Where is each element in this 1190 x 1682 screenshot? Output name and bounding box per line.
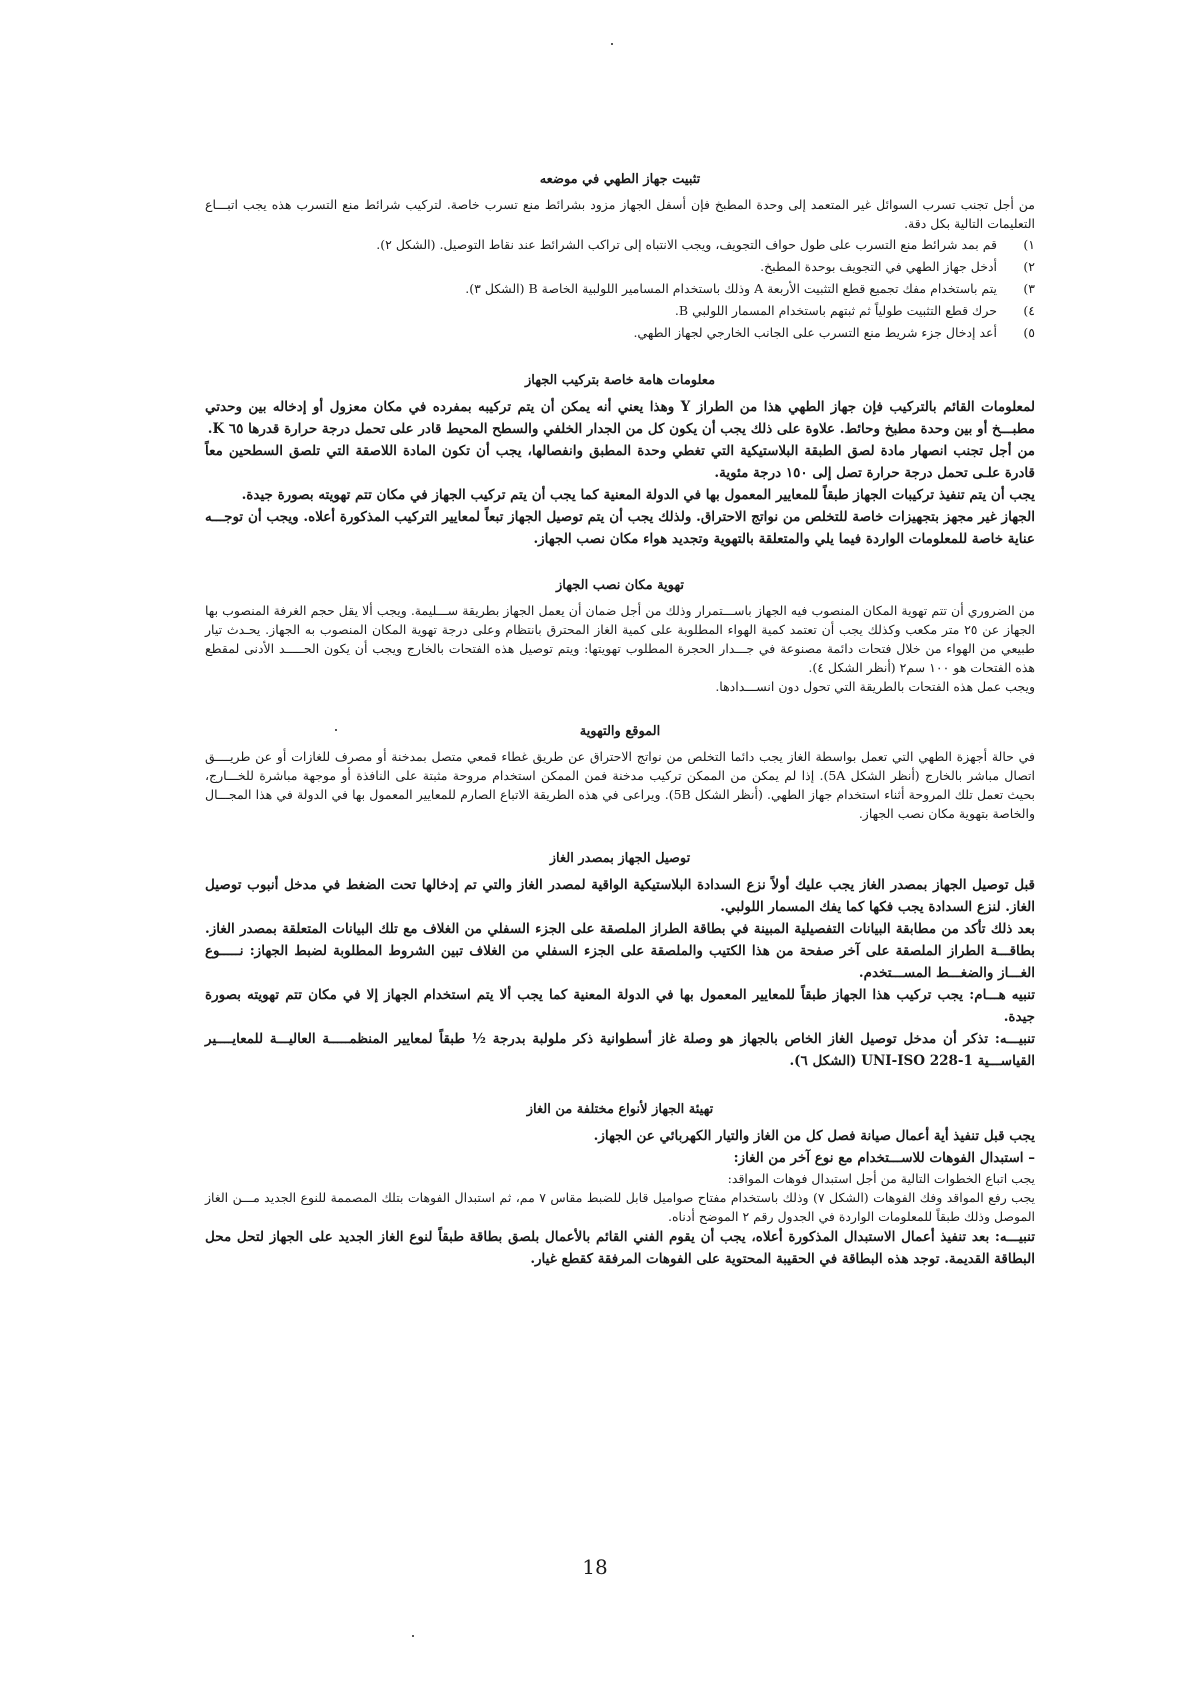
section-title: معلومات هامة خاصة بتركيب الجهاز <box>524 373 716 388</box>
list-item <box>205 301 1035 320</box>
paragraph: قبل توصيل الجهاز بمصدر الغاز يجب عليك أولاً نزع السدادة البلاستيكية الواقية لمصدر الغاز والتي تم إدخالها تحت الضغط في مدخل أنبوب توصيل الغاز. لنزع السدادة يجب فكها كما يفك المسمار اللولبي. <box>205 877 1035 915</box>
paragraph: يجب رفع المواقد وفك الفوهات (الشكل ٧) وذلك باستخدام مفتاح صواميل قابل للضبط مقاس ٧ مم، ثم استبدال الفوهات بتلك المصممة للنوع الجديد مـــن الغاز الموصل وذلك طبقاً للمعلومات الواردة في الجدول رقم ٢ الموضح أدناه. <box>205 1190 1035 1224</box>
steps-list <box>205 235 1035 342</box>
list-item <box>205 235 1035 254</box>
paragraph: ويجب عمل هذه الفتحات بالطريقة التي تحول دون انســـدادها. <box>715 679 1035 694</box>
paragraph: يجب أن يتم تنفيذ تركيبات الجهاز طبقاً للمعايير المعمول بها في الدولة المعنية كما يجب أن يتم تركيب الجهاز في مكان تتم تهويته بصورة جيدة. <box>241 487 1035 503</box>
section-title: تهوية مكان نصب الجهاز <box>556 578 684 593</box>
scan-speck <box>412 1635 414 1637</box>
list-item <box>205 257 1035 276</box>
step-number: ٣) <box>1023 281 1035 296</box>
paragraph: تنبيـــه: تذكر أن مدخل توصيل الغاز الخاص بالجهاز هو وصلة غاز أسطوانية ذكر ملولبة بدرجة ½ طبقاً لمعايير المنظمـــــة العاليـــة للمعايــــير القياســـية UNI-ISO 228-1 (الشكل ٦). <box>205 1031 1035 1069</box>
document-body <box>205 170 1035 1270</box>
step-text: قم بمد شرائط منع التسرب على طول حواف التجويف، ويجب الانتباه إلى تراكب الشرائط عند نقاط التوصيل. (الشكل ٢). <box>376 237 997 252</box>
section-ventilation <box>205 576 1035 696</box>
section-title: الموقع والتهوية <box>579 724 661 739</box>
paragraph: لمعلومات القائم بالتركيب فإن جهاز الطهي هذا من الطراز Y وهذا يعني أنه يمكن أن يتم تركيبه بمفرده في مكان معزول أو إدخاله بين وحدتي مطبـــخ أو بين وحدة مطبخ وحائط. علاوة على ذلك يجب أن يكون كل من الجدار الخلفي والسطح المحيط قادر على تحمل درجة حرارة قدرها ٦٥ K. <box>205 399 1035 437</box>
step-number: ١) <box>1023 237 1035 252</box>
paragraph: من أجل تجنب تسرب السوائل غير المتعمد إلى وحدة المطبخ فإن أسفل الجهاز مزود بشرائط منع تسرب خاصة. لتركيب شرائط منع التسرب هذه يجب اتبـــاع التعليمات التالية بكل دقة. <box>205 197 1035 231</box>
paragraph: يجب اتباع الخطوات التالية من أجل استبدال فوهات المواقد: <box>727 1171 1035 1186</box>
paragraph: من أجل تجنب انصهار مادة لصق الطبقة البلاستيكية التي تغطي وحدة المطبق وانفصالها، يجب أن تكون المادة اللاصقة التي تلصق السطحين معاً قادرة علـى تحمل درجة حرارة تصل إلى ١٥٠ درجة مئوية. <box>205 443 1035 481</box>
step-number: ٥) <box>1023 325 1035 340</box>
list-item <box>205 323 1035 342</box>
step-text: يتم باستخدام مفك تجميع قطع التثبيت الأربعة A وذلك باستخدام المسامير اللولبية الخاصة B (الشكل ٣). <box>465 281 997 296</box>
section-title: توصيل الجهاز بمصدر الغاز <box>549 851 691 866</box>
step-text: حرك قطع التثبيت طولياً ثم ثبتهم باستخدام المسمار اللولبي B. <box>674 303 997 318</box>
section-fix-appliance <box>205 170 1035 342</box>
section-title: تثبيت جهاز الطهي في موضعه <box>539 172 701 187</box>
paragraph: يجب قبل تنفيذ أية أعمال صيانة فصل كل من الغاز والتيار الكهربائي عن الجهاز. <box>593 1128 1035 1144</box>
section-gas-types <box>205 1100 1035 1270</box>
paragraph: تنبيه هـــام: يجب تركيب هذا الجهاز طبقاً للمعايير المعمول بها في الدولة المعنية كما يجب ألا يتم استخدام الجهاز إلا في مكان تتم تهويته بصورة جيدة. <box>205 987 1035 1025</box>
step-text: أعد إدخال جزء شريط منع التسرب على الجانب الخارجي لجهاز الطهي. <box>633 325 997 340</box>
step-number: ٢) <box>1023 259 1035 274</box>
section-gas-connection <box>205 849 1035 1072</box>
section-title: تهيئة الجهاز لأنواع مختلفة من الغاز <box>526 1102 714 1117</box>
step-number: ٤) <box>1023 303 1035 318</box>
paragraph: بعد ذلك تأكد من مطابقة البيانات التفصيلية المبينة في بطاقة الطراز الملصقة على الجزء السفلي من الغلاف مع تلك البيانات المتعلقة بمصدر الغاز. بطاقـــة الطراز الملصقة على آخر صفحة من هذا الكتيب والملصقة على الجزء السفلي من الغلاف تبين الشروط المطلوبة لضبط الجهاز: نـــــوع الغـــاز والضغـــط المســـتخدم. <box>205 921 1035 981</box>
paragraph: – استبدال الفوهات للاســـتخدام مع نوع آخر من الغاز: <box>733 1150 1035 1166</box>
section-location <box>205 722 1035 823</box>
step-text: أدخل جهاز الطهي في التجويف بوحدة المطبخ. <box>760 259 997 274</box>
list-item <box>205 279 1035 298</box>
paragraph: تنبيـــه: بعد تنفيذ أعمال الاستبدال المذكورة أعلاه، يجب أن يقوم الفني القائم بالأعمال بلصق بطاقة طبقاً لنوع الغاز الجديد على الجهاز لتحل محل البطاقة القديمة. توجد هذه البطاقة في الحقيبة المحتوية على الفوهات المرفقة كقطع غيار. <box>205 1229 1035 1267</box>
paragraph: الجهاز غير مجهز بتجهيزات خاصة للتخلص من نواتج الاحتراق. ولذلك يجب أن يتم توصيل الجهاز تبعاً لمعايير التركيب المذكورة أعلاه. ويجب أن توجـــه عناية خاصة للمعلومات الواردة فيما يلي والمتعلقة بالتهوية وتجديد هواء مكان نصب الجهاز. <box>205 509 1035 547</box>
paragraph: من الضروري أن تتم تهوية المكان المنصوب فيه الجهاز باســـتمرار وذلك من أجل ضمان أن يعمل الجهاز بطريقة ســـليمة. ويجب ألا يقل حجم الغرفة المنصوب بها الجهاز عن ٢٥ متر مكعب وكذلك يجب أن تعتمد كمية الهواء المطلوبة على كمية الغاز المحترق بانتظام وعلى درجة تهوية المكان المنصوب به الجهاز. يحـدث تيار طبيعي من الهواء من خلال فتحات دائمة مصنوعة في جـــدار الحجرة المطلوب تهويتها: ويتم توصيل هذه الفتحات بالخارج ويجب أن يكون الحـــــد الأدنى لمقطع هذه الفتحات هو ١٠٠ سم٢ (أنظر الشكل ٤). <box>205 603 1035 675</box>
scan-speck <box>611 43 613 45</box>
paragraph: في حالة أجهزة الطهي التي تعمل بواسطة الغاز يجب دائما التخلص من نواتج الاحتراق عن طريق غطاء قمعي متصل بمدخنة أو مصرف للغازات أو عن طريــــق اتصال مباشر بالخارج (أنظر الشكل 5A). إذا لم يمكن من الممكن تركيب مدخنة فمن الممكن استخدام مروحة مثبتة على النافذة أو موجهة مباشرة للخـــارج، بحيث تعمل تلك المروحة أثناء استخدام جهاز الطهي. (أنظر الشكل 5B). ويراعى في هذه الطريقة الاتباع الصارم للمعايير المعمول بها في الدولة في هذا المجـــال والخاصة بتهوية مكان نصب الجهاز. <box>205 749 1036 821</box>
section-installation-info <box>205 371 1035 550</box>
page-number: 18 <box>582 1555 608 1579</box>
